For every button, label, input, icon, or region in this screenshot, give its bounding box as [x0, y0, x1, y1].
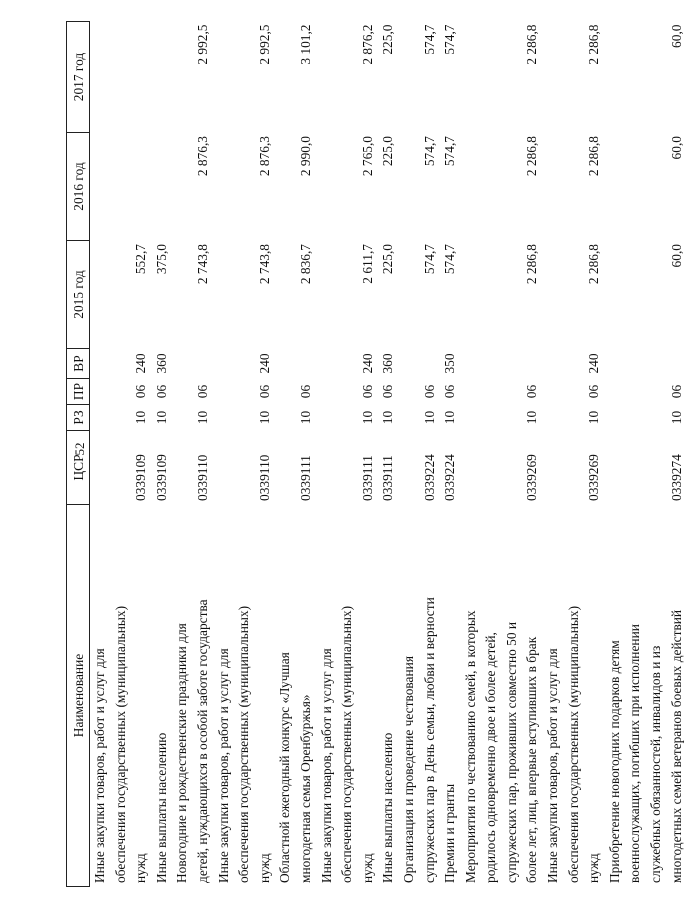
- row-vr: [625, 349, 646, 379]
- header-2016: 2016 год: [67, 133, 90, 241]
- row-rz: [399, 405, 420, 431]
- row-csr: 0339109: [153, 454, 169, 501]
- row-rz: [337, 405, 358, 431]
- row-vr: [214, 349, 235, 379]
- row-vr: [564, 349, 585, 379]
- row-pr: 06: [256, 384, 272, 399]
- row-2016: 2 990,0: [297, 136, 313, 177]
- row-pr: 06: [524, 384, 540, 399]
- table-row: [420, 22, 441, 887]
- row-name: служебных обязанностей, инвалидов и из: [648, 645, 664, 883]
- table-row: [502, 22, 523, 887]
- table-row: [564, 22, 585, 887]
- table-row: [214, 22, 235, 887]
- row-2015: [502, 241, 523, 349]
- row-2016: [605, 133, 626, 241]
- row-2017: [275, 22, 296, 133]
- row-2017: [543, 22, 564, 133]
- row-2015: [317, 241, 338, 349]
- row-rz: 10: [380, 410, 396, 425]
- row-2015: [275, 241, 296, 349]
- row-rz: 10: [442, 410, 458, 425]
- row-2015: 574,7: [442, 244, 458, 275]
- table-row: [317, 22, 338, 887]
- table-row: [584, 22, 605, 887]
- table-row: [172, 22, 193, 887]
- table-row: [440, 22, 461, 887]
- header-2017: 2017 год: [67, 22, 90, 133]
- row-2016: [337, 133, 358, 241]
- table-row: [667, 22, 687, 887]
- row-2015: [605, 241, 626, 349]
- row-pr: 06: [153, 384, 169, 399]
- row-2017: 2 992,5: [256, 24, 272, 65]
- row-csr: [461, 431, 482, 505]
- row-csr: [481, 431, 502, 505]
- row-2017: 3 101,2: [297, 24, 313, 65]
- row-2016: [111, 133, 132, 241]
- row-2016: [646, 133, 667, 241]
- row-vr: 240: [359, 353, 375, 374]
- row-2016: 2 286,8: [524, 136, 540, 177]
- table-row: [234, 22, 255, 887]
- row-rz: [234, 405, 255, 431]
- row-2015: [543, 241, 564, 349]
- page-number: 52: [72, 442, 87, 456]
- row-csr: 0339224: [421, 454, 437, 501]
- row-vr: [296, 349, 317, 379]
- header-2015: 2015 год: [67, 241, 90, 349]
- row-pr: [234, 379, 255, 405]
- table-row: [399, 22, 420, 887]
- row-2017: [111, 22, 132, 133]
- row-name: Мероприятия по чествованию семей, в которых: [462, 610, 478, 883]
- row-csr: [399, 431, 420, 505]
- table-row: [152, 22, 173, 887]
- row-2016: 2 286,8: [586, 136, 602, 177]
- table-row: [90, 22, 111, 887]
- row-2016: 60,0: [668, 136, 684, 160]
- row-name: родилось одновременно двое и более детей,: [483, 632, 499, 883]
- table-row: [358, 22, 379, 887]
- row-rz: [275, 405, 296, 431]
- row-vr: 240: [133, 353, 149, 374]
- row-2015: 225,0: [380, 244, 396, 275]
- row-csr: [605, 431, 626, 505]
- row-pr: 06: [194, 384, 210, 399]
- row-2016: [502, 133, 523, 241]
- row-pr: [502, 379, 523, 405]
- row-name: нужд: [133, 853, 149, 883]
- row-2015: [481, 241, 502, 349]
- header-name: Наименование: [67, 505, 90, 887]
- row-rz: [481, 405, 502, 431]
- row-rz: [172, 405, 193, 431]
- row-vr: [646, 349, 667, 379]
- row-vr: [111, 349, 132, 379]
- row-2016: [234, 133, 255, 241]
- row-2017: [172, 22, 193, 133]
- row-csr: [337, 431, 358, 505]
- row-2015: 2 743,8: [194, 244, 210, 285]
- table-header-row: [67, 22, 90, 887]
- row-csr: 0339274: [668, 454, 684, 501]
- row-name: Иные закупки товаров, работ и услуг для: [318, 648, 334, 883]
- row-pr: [172, 379, 193, 405]
- table-row: [522, 22, 543, 887]
- row-2016: [543, 133, 564, 241]
- table-row: [255, 22, 276, 887]
- row-name: многодетная семья Оренбуржья»: [297, 694, 313, 883]
- row-2015: [172, 241, 193, 349]
- row-2017: [131, 22, 152, 133]
- row-rz: [543, 405, 564, 431]
- row-vr: [667, 349, 687, 379]
- row-vr: [461, 349, 482, 379]
- table-row: [193, 22, 214, 887]
- row-csr: [275, 431, 296, 505]
- row-2016: [90, 133, 111, 241]
- row-csr: 0339269: [524, 454, 540, 501]
- row-2015: [234, 241, 255, 349]
- row-2015: 574,7: [421, 244, 437, 275]
- row-2017: [461, 22, 482, 133]
- row-rz: [111, 405, 132, 431]
- row-rz: 10: [153, 410, 169, 425]
- row-2017: [625, 22, 646, 133]
- table-row: [543, 22, 564, 887]
- row-rz: 10: [256, 410, 272, 425]
- row-name: обеспечения государственных (муниципальных): [236, 605, 252, 883]
- row-csr: [90, 431, 111, 505]
- row-2017: 225,0: [380, 24, 396, 55]
- row-rz: 10: [297, 410, 313, 425]
- row-vr: [317, 349, 338, 379]
- row-2016: 2 876,3: [256, 136, 272, 177]
- row-2017: [564, 22, 585, 133]
- row-rz: [214, 405, 235, 431]
- row-2017: [337, 22, 358, 133]
- row-rz: 10: [194, 410, 210, 425]
- row-name: Иные выплаты населению: [380, 732, 396, 883]
- row-rz: [461, 405, 482, 431]
- row-csr: [234, 431, 255, 505]
- row-vr: [399, 349, 420, 379]
- row-pr: 06: [380, 384, 396, 399]
- budget-table-page: [66, 22, 684, 887]
- row-csr: [502, 431, 523, 505]
- row-pr: [399, 379, 420, 405]
- row-vr: [193, 349, 214, 379]
- row-vr: 240: [586, 353, 602, 374]
- row-2017: [399, 22, 420, 133]
- row-vr: [420, 349, 441, 379]
- row-2017: [317, 22, 338, 133]
- row-2015: [461, 241, 482, 349]
- header-vr: ВР: [67, 349, 90, 379]
- row-rz: [564, 405, 585, 431]
- row-2015: 2 286,8: [524, 244, 540, 285]
- row-pr: 06: [133, 384, 149, 399]
- row-pr: 06: [586, 384, 602, 399]
- row-pr: [543, 379, 564, 405]
- row-csr: 0339110: [194, 454, 210, 501]
- row-name: обеспечения государственных (муниципальных): [339, 605, 355, 883]
- row-name: многодетных семей ветеранов боевых действий: [668, 609, 684, 883]
- row-2016: [131, 133, 152, 241]
- row-name: супружеских пар, проживших совместно 50 и: [503, 621, 519, 883]
- row-name: военнослужащих, погибших при исполнении: [627, 624, 643, 883]
- row-name: обеспечения государственных (муниципальных): [112, 605, 128, 883]
- table-row: [378, 22, 399, 887]
- row-2017: [502, 22, 523, 133]
- row-2016: [275, 133, 296, 241]
- row-2015: [214, 241, 235, 349]
- row-pr: [111, 379, 132, 405]
- row-2017: [152, 22, 173, 133]
- row-name: нужд: [256, 853, 272, 883]
- row-2017: 2 992,5: [194, 24, 210, 65]
- row-2017: 60,0: [668, 24, 684, 48]
- row-2015: [564, 241, 585, 349]
- row-2016: 225,0: [380, 136, 396, 167]
- row-rz: 10: [133, 410, 149, 425]
- row-2015: [646, 241, 667, 349]
- row-pr: [564, 379, 585, 405]
- row-vr: 360: [380, 353, 396, 374]
- row-name: Иные закупки товаров, работ и услуг для: [92, 648, 107, 883]
- row-2017: 574,7: [442, 24, 458, 55]
- row-name: Иные выплаты населению: [153, 732, 169, 883]
- row-2016: 574,7: [421, 136, 437, 167]
- row-pr: [625, 379, 646, 405]
- row-pr: [275, 379, 296, 405]
- row-csr: [214, 431, 235, 505]
- row-name: нужд: [359, 853, 375, 883]
- row-2016: [399, 133, 420, 241]
- row-vr: [234, 349, 255, 379]
- row-rz: 10: [359, 410, 375, 425]
- row-csr: 0339111: [380, 455, 396, 501]
- row-2017: 574,7: [421, 24, 437, 55]
- row-2016: [317, 133, 338, 241]
- table-row: [481, 22, 502, 887]
- table-row: [646, 22, 667, 887]
- row-2017: [646, 22, 667, 133]
- row-name: Организация и проведение чествования: [400, 656, 416, 883]
- table-row: [111, 22, 132, 887]
- table-row: [296, 22, 317, 887]
- row-csr: [646, 431, 667, 505]
- table-row: [625, 22, 646, 887]
- row-name: Областной ежегодный конкурс «Лучшая: [277, 652, 293, 883]
- row-name: Премии и гранты: [442, 783, 458, 883]
- row-pr: 06: [442, 384, 458, 399]
- row-csr: [317, 431, 338, 505]
- row-2017: [214, 22, 235, 133]
- row-2017: 2 286,8: [524, 24, 540, 65]
- row-pr: [90, 379, 111, 405]
- row-2015: 60,0: [668, 244, 684, 268]
- row-name: обеспечения государственных (муниципальных): [565, 605, 581, 883]
- row-pr: 06: [668, 384, 684, 399]
- row-2017: [605, 22, 626, 133]
- row-pr: 06: [359, 384, 375, 399]
- header-rz: РЗ: [67, 405, 90, 431]
- row-name: Новогодние и рождественские праздники для: [174, 623, 190, 883]
- row-csr: 0339111: [359, 455, 375, 501]
- table-row: [275, 22, 296, 887]
- row-2016: [564, 133, 585, 241]
- table-row: [605, 22, 626, 887]
- row-2015: [90, 241, 111, 349]
- row-pr: [317, 379, 338, 405]
- row-csr: [564, 431, 585, 505]
- row-vr: [522, 349, 543, 379]
- row-2015: [399, 241, 420, 349]
- row-2015: 2 836,7: [297, 244, 313, 285]
- row-pr: [461, 379, 482, 405]
- row-2015: 2 743,8: [256, 244, 272, 285]
- row-vr: [502, 349, 523, 379]
- row-pr: [605, 379, 626, 405]
- row-vr: 240: [256, 353, 272, 374]
- row-name: детей, нуждающихся в особой заботе государства: [194, 599, 210, 883]
- row-csr: 0339110: [256, 454, 272, 501]
- row-vr: 350: [442, 353, 458, 374]
- table-row: [131, 22, 152, 887]
- budget-table: [66, 21, 687, 887]
- row-2016: 574,7: [442, 136, 458, 167]
- row-vr: [481, 349, 502, 379]
- row-vr: [543, 349, 564, 379]
- row-csr: [111, 431, 132, 505]
- table-row: [337, 22, 358, 887]
- row-2017: [234, 22, 255, 133]
- row-rz: [625, 405, 646, 431]
- row-2015: 375,0: [153, 244, 169, 275]
- row-name: Приобретение новогодних подарков детям: [606, 640, 622, 883]
- row-vr: [605, 349, 626, 379]
- row-csr: 0339224: [442, 454, 458, 501]
- row-pr: [646, 379, 667, 405]
- row-2016: [172, 133, 193, 241]
- row-rz: [605, 405, 626, 431]
- row-rz: 10: [668, 410, 684, 425]
- row-name: Иные закупки товаров, работ и услуг для: [545, 648, 561, 883]
- row-2016: [481, 133, 502, 241]
- row-csr: 0339269: [586, 454, 602, 501]
- row-csr: 0339109: [133, 454, 149, 501]
- row-pr: [214, 379, 235, 405]
- row-2017: 2 876,2: [359, 24, 375, 65]
- row-rz: 10: [421, 410, 437, 425]
- header-csr: ЦСР: [67, 431, 90, 505]
- row-pr: [481, 379, 502, 405]
- row-2015: 2 611,7: [359, 244, 375, 284]
- row-2015: [625, 241, 646, 349]
- row-2016: 2 876,3: [194, 136, 210, 177]
- row-vr: [172, 349, 193, 379]
- row-name: более лет, лиц, впервые вступивших в брак: [524, 636, 540, 883]
- row-2015: 2 286,8: [586, 244, 602, 285]
- row-2015: [337, 241, 358, 349]
- row-csr: [172, 431, 193, 505]
- row-2016: [214, 133, 235, 241]
- row-rz: [646, 405, 667, 431]
- row-2016: [625, 133, 646, 241]
- row-vr: 360: [153, 353, 169, 374]
- header-pr: ПР: [67, 379, 90, 405]
- row-name: супружеских пар в День семьи, любви и верности: [421, 597, 437, 883]
- row-name: Иные закупки товаров, работ и услуг для: [215, 648, 231, 883]
- row-csr: [543, 431, 564, 505]
- row-csr: [625, 431, 646, 505]
- table-row: [461, 22, 482, 887]
- row-rz: [502, 405, 523, 431]
- row-2015: 552,7: [133, 244, 149, 275]
- row-vr: [275, 349, 296, 379]
- row-pr: [337, 379, 358, 405]
- row-pr: 06: [421, 384, 437, 399]
- row-rz: [317, 405, 338, 431]
- row-2016: [152, 133, 173, 241]
- row-name: нужд: [586, 853, 602, 883]
- row-2017: [90, 22, 111, 133]
- row-2017: 2 286,8: [586, 24, 602, 65]
- row-rz: [90, 405, 111, 431]
- row-rz: 10: [524, 410, 540, 425]
- row-csr: 0339111: [297, 455, 313, 501]
- row-pr: 06: [297, 384, 313, 399]
- row-2017: [481, 22, 502, 133]
- row-2016: 2 765,0: [359, 136, 375, 177]
- row-vr: [90, 349, 111, 379]
- row-2015: [111, 241, 132, 349]
- row-2016: [461, 133, 482, 241]
- row-rz: 10: [586, 410, 602, 425]
- row-vr: [337, 349, 358, 379]
